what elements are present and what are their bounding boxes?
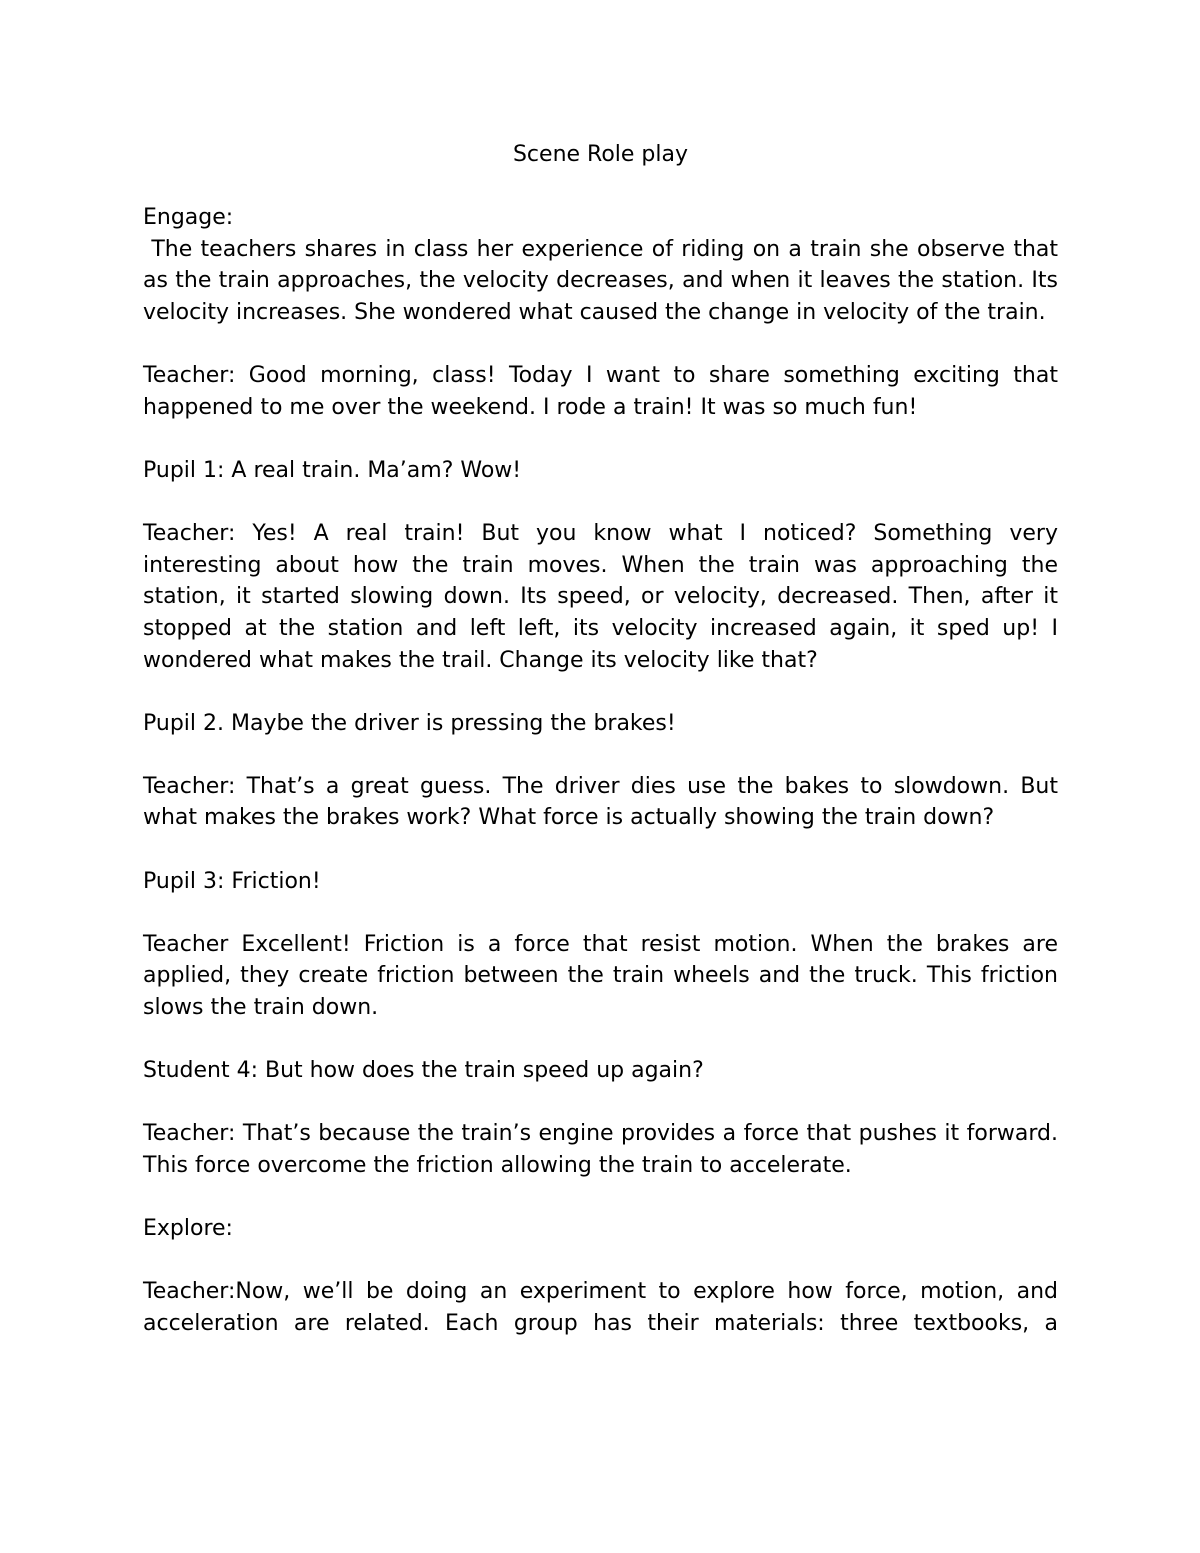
dialogue-teacher-friction: Teacher Excellent! Friction is a force that resist motion. When the brakes are applied, they create friction between the train wheels and the truck. This friction slows the train down. [143, 931, 1058, 1021]
dialogue-teacher-engine: Teacher: That’s because the train’s engine provides a force that pushes it forward. This force overcome the friction allowing the train to accelerate. [143, 1121, 1058, 1178]
explore-paragraph: Teacher:Now, we’ll be doing an experiment to explore how force, motion, and acceleration are related. Each group has their materials: three textbooks, a [143, 1279, 1058, 1336]
dialogue-teacher-brakes: Teacher: That’s a great guess. The driver dies use the bakes to slowdown. But what makes the brakes work? What force is actually showing the train down? [143, 773, 1058, 831]
document-title: Scene Role play [512, 142, 689, 167]
dialogue-pupil-1: Pupil 1: A real train. Ma’am? Wow! [143, 457, 522, 483]
dialogue-pupil-3: Pupil 3: Friction! [143, 868, 321, 894]
explore-heading: Explore: [143, 1216, 233, 1242]
dialogue-pupil-2: Pupil 2. Maybe the driver is pressing the brakes! [143, 710, 676, 736]
engage-paragraph: The teachers shares in class her experience of riding on a train she observe that as the train approaches, the velocity decreases, and when it leaves the station. Its velocity increases. She wondered what caused the change in velocity of the train. [143, 236, 1066, 325]
engage-heading: Engage: [143, 205, 234, 231]
dialogue-student-4: Student 4: But how does the train speed up again? [143, 1058, 704, 1084]
document-body [143, 139, 1066, 1371]
dialogue-teacher-greeting: Teacher: Good morning, class! Today I want to share something exciting that happened to me over the weekend. I rode a train! It was so much fun! [143, 363, 1058, 420]
dialogue-teacher-observation: Teacher: Yes! A real train! But you know what I noticed? Something very interesting about how the train moves. When the train was approaching the station, it started slowing down. Its speed, or velocity, decreased. Then, after it stopped at the station and left left, its velocity increased again, it sped up! I wondered what makes the trail. Change its velocity like that? [143, 521, 1058, 673]
